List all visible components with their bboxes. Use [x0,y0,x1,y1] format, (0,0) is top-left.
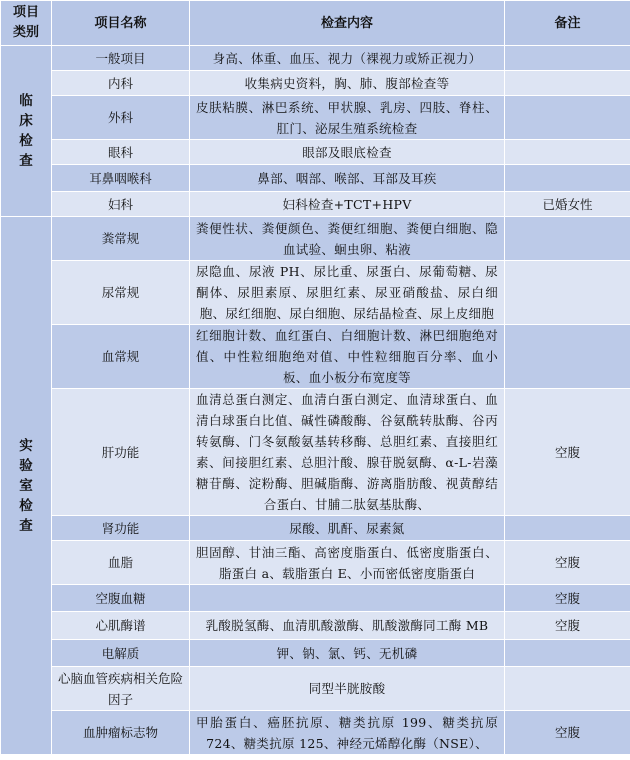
item-content: 妇科检查+TCT+HPV [190,192,505,217]
category-cell-laboratory: 实 验 室 检 查 [1,217,52,755]
item-note [505,140,630,165]
header-name: 项目名称 [52,1,190,46]
item-note: 已婚女性 [505,192,630,217]
table-row [1,325,630,389]
item-note: 空腹 [505,585,630,612]
item-name: 血脂 [52,541,190,585]
item-name: 粪常规 [52,217,190,261]
table-row [1,46,630,71]
item-name: 肝功能 [52,389,190,516]
item-note: 空腹 [505,711,630,755]
item-note: 空腹 [505,389,630,516]
table-row [1,192,630,217]
item-name: 空腹血糖 [52,585,190,612]
item-name: 心脑血管疾病相关危险因子 [52,667,190,711]
item-content: 眼部及眼底检查 [190,140,505,165]
item-name: 妇科 [52,192,190,217]
header-category: 项目 类别 [1,1,52,46]
item-content: 鼻部、咽部、喉部、耳部及耳疾 [190,165,505,192]
table-row [1,389,630,516]
item-name: 内科 [52,71,190,96]
table-row [1,612,630,640]
item-content: 同型半胱胺酸 [190,667,505,711]
table-row [1,516,630,541]
item-name: 一般项目 [52,46,190,71]
item-name: 眼科 [52,140,190,165]
table-row [1,541,630,585]
item-note [505,96,630,140]
item-content: 身高、体重、血压、视力（裸视力或矫正视力） [190,46,505,71]
item-note [505,325,630,389]
item-name: 外科 [52,96,190,140]
item-name: 血肿瘤标志物 [52,711,190,755]
item-note: 空腹 [505,612,630,640]
item-content: 甲胎蛋白、癌胚抗原、糖类抗原 199、糖类抗原 724、糖类抗原 125、神经元烯醇化酶（NSE）、 [190,711,505,755]
item-content: 钾、钠、氯、钙、无机磷 [190,640,505,667]
item-note: 空腹 [505,541,630,585]
item-content: 胆固醇、甘油三酯、高密度脂蛋白、低密度脂蛋白、脂蛋白 a、载脂蛋白 E、小而密低密度脂蛋白 [190,541,505,585]
table-row [1,261,630,325]
item-note [505,217,630,261]
item-note [505,667,630,711]
item-name: 血常规 [52,325,190,389]
table-row [1,140,630,165]
category-cell-clinical: 临 床 检 查 [1,46,52,217]
table-header-row [1,1,630,46]
item-name: 电解质 [52,640,190,667]
item-content: 乳酸脱氢酶、血清肌酸激酶、肌酸激酶同工酶 MB [190,612,505,640]
table-row [1,711,630,755]
item-content: 皮肤粘膜、淋巴系统、甲状腺、乳房、四肢、脊柱、肛门、泌尿生殖系统检查 [190,96,505,140]
table-row [1,217,630,261]
item-note [505,165,630,192]
item-content: 尿酸、肌酐、尿素氮 [190,516,505,541]
header-content: 检查内容 [190,1,505,46]
item-name: 肾功能 [52,516,190,541]
item-note [505,640,630,667]
table-row [1,640,630,667]
item-note [505,46,630,71]
header-note: 备注 [505,1,630,46]
item-name: 尿常规 [52,261,190,325]
item-note [505,71,630,96]
table-row [1,71,630,96]
item-note [505,261,630,325]
item-note [505,516,630,541]
table-row [1,96,630,140]
item-content: 收集病史资料，胸、肺、腹部检查等 [190,71,505,96]
table-row [1,667,630,711]
table-row [1,165,630,192]
item-name: 耳鼻咽喉科 [52,165,190,192]
item-content: 粪便性状、粪便颜色、粪便红细胞、粪便白细胞、隐血试验、蛔虫卵、粘液 [190,217,505,261]
table-row [1,585,630,612]
item-content: 尿隐血、尿液 PH、尿比重、尿蛋白、尿葡萄糖、尿酮体、尿胆素原、尿胆红素、尿亚硝酸盐、尿白细胞、尿红细胞、尿白细胞、尿结晶检查、尿上皮细胞 [190,261,505,325]
item-content: 血清总蛋白测定、血清白蛋白测定、血清球蛋白、血清白球蛋白比值、碱性磷酸酶、谷氨酰转肽酶、谷丙转氨酶、门冬氨酸氨基转移酶、总胆红素、直接胆红素、间接胆红素、总胆汁酸、腺苷脱氨酶、α-L-岩藻糖苷酶、淀粉酶、胆碱脂酶、游离脂肪酸、视黄醇结合蛋白、甘脯二肽氨基肽酶、 [190,389,505,516]
item-content: 红细胞计数、血红蛋白、白细胞计数、淋巴细胞绝对值、中性粒细胞绝对值、中性粒细胞百分率、血小板、血小板分布宽度等 [190,325,505,389]
item-content [190,585,505,612]
item-name: 心肌酶谱 [52,612,190,640]
